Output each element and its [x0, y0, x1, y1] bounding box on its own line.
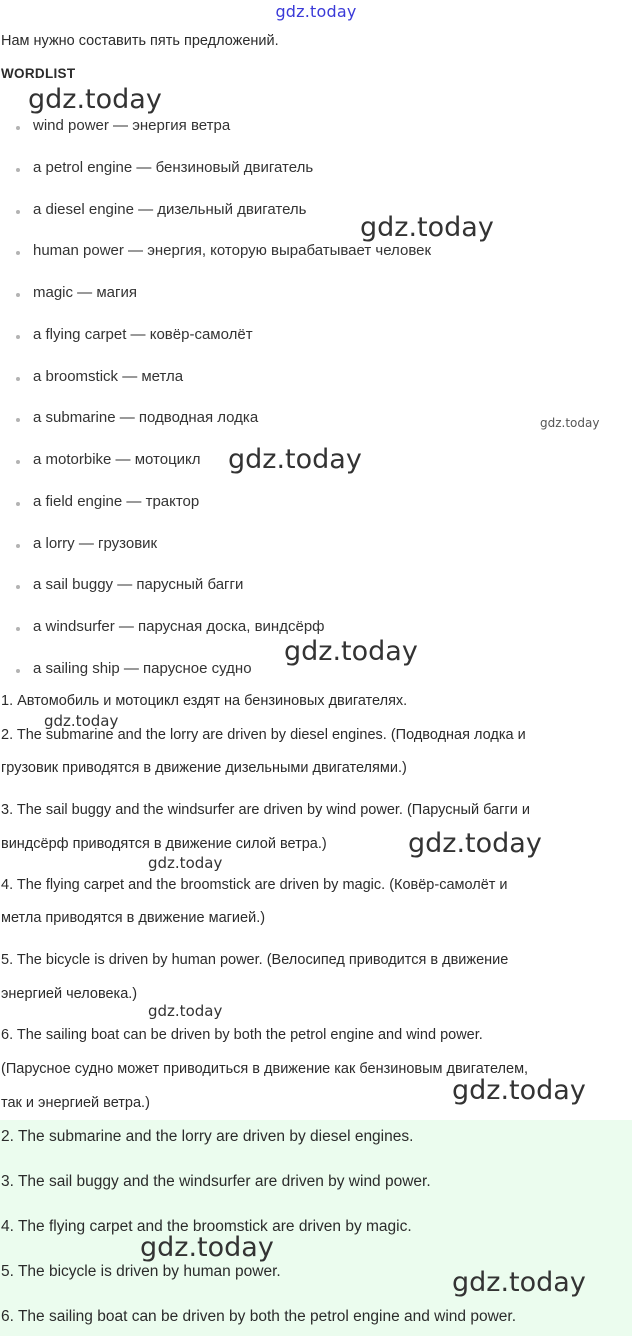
answer-box-line: 3. The sail buggy and the windsurfer are driven by wind power.	[1, 1173, 431, 1190]
bullet-icon	[16, 251, 20, 255]
list-item-text: magic — магия	[33, 284, 137, 301]
answer-box-line: 5. The bicycle is driven by human power.	[1, 1263, 281, 1280]
watermark: gdz.today	[540, 416, 600, 430]
bullet-icon	[16, 168, 20, 172]
list-item-text: a lorry — грузовик	[33, 535, 158, 552]
list-item-text: a petrol engine — бензиновый двигатель	[33, 159, 314, 176]
bullet-icon	[16, 335, 20, 339]
answer-line: 3. The sail buggy and the windsurfer are driven by wind power. (Парусный багги и	[1, 802, 530, 818]
bullet-icon	[16, 502, 20, 506]
answer-line: метла приводятся в движение магией.)	[1, 910, 266, 926]
bullet-icon	[16, 544, 20, 548]
watermark: gdz.today	[148, 854, 223, 872]
list-item-text: a sail buggy — парусный багги	[33, 576, 244, 593]
answer-line: так и энергией ветра.)	[1, 1095, 150, 1111]
bullet-icon	[16, 460, 20, 464]
bullet-icon	[16, 585, 20, 589]
answer-line: энергией человека.)	[1, 986, 138, 1002]
bullet-icon	[16, 293, 20, 297]
list-item-text: a field engine — трактор	[33, 493, 200, 510]
bullet-icon	[16, 418, 20, 422]
list-item-text: a broomstick — метла	[33, 368, 184, 385]
bullet-icon	[16, 669, 20, 673]
wordlist-title: WORDLIST	[1, 66, 76, 81]
answer-box-line: 2. The submarine and the lorry are driven by diesel engines.	[1, 1128, 414, 1145]
bullet-icon	[16, 627, 20, 631]
bullet-icon	[16, 210, 20, 214]
answer-line: (Парусное судно может приводиться в движение как бензиновым двигателем,	[1, 1061, 529, 1077]
watermark: gdz.today	[360, 212, 494, 243]
answer-line: 6. The sailing boat can be driven by both the petrol engine and wind power.	[1, 1027, 483, 1043]
answer-box-line: 4. The flying carpet and the broomstick are driven by magic.	[1, 1218, 412, 1235]
bullet-icon	[16, 126, 20, 130]
watermark: gdz.today	[284, 636, 418, 667]
answer-line: 4. The flying carpet and the broomstick are driven by magic. (Ковёр-самолёт и	[1, 877, 508, 893]
watermark: gdz.today	[44, 712, 119, 730]
watermark: gdz.today	[140, 1232, 274, 1263]
answer-line: 5. The bicycle is driven by human power. (Велосипед приводится в движение	[1, 952, 509, 968]
watermark: gdz.today	[28, 84, 162, 115]
site-logo-link[interactable]: gdz.today	[275, 2, 357, 21]
watermark: gdz.today	[228, 444, 362, 475]
answer-box-line: 6. The sailing boat can be driven by both the petrol engine and wind power.	[1, 1308, 517, 1325]
watermark: gdz.today	[148, 1002, 223, 1020]
watermark: gdz.today	[452, 1075, 586, 1106]
list-item-text: human power — энергия, которую вырабатывает человек	[33, 242, 432, 259]
list-item-text: a motorbike — мотоцикл	[33, 451, 201, 468]
answer-line: 1. Автомобиль и мотоцикл ездят на бензиновых двигателях.	[1, 693, 408, 709]
watermark: gdz.today	[408, 828, 542, 859]
list-item-text: a submarine — подводная лодка	[33, 409, 259, 426]
answer-line: виндсёрф приводятся в движение силой ветра.)	[1, 836, 327, 852]
list-item-text: a windsurfer — парусная доска, виндсёрф	[33, 618, 325, 635]
answer-line: 2. The submarine and the lorry are driven by diesel engines. (Подводная лодка и	[1, 727, 526, 743]
answer-line: грузовик приводятся в движение дизельными двигателями.)	[1, 760, 407, 776]
bullet-icon	[16, 377, 20, 381]
list-item-text: a diesel engine — дизельный двигатель	[33, 201, 307, 218]
list-item-text: a flying carpet — ковёр-самолёт	[33, 326, 253, 343]
list-item-text: wind power — энергия ветра	[33, 117, 231, 134]
intro-text: Нам нужно составить пять предложений.	[1, 33, 279, 49]
watermark: gdz.today	[452, 1267, 586, 1298]
list-item-text: a sailing ship — парусное судно	[33, 660, 252, 677]
